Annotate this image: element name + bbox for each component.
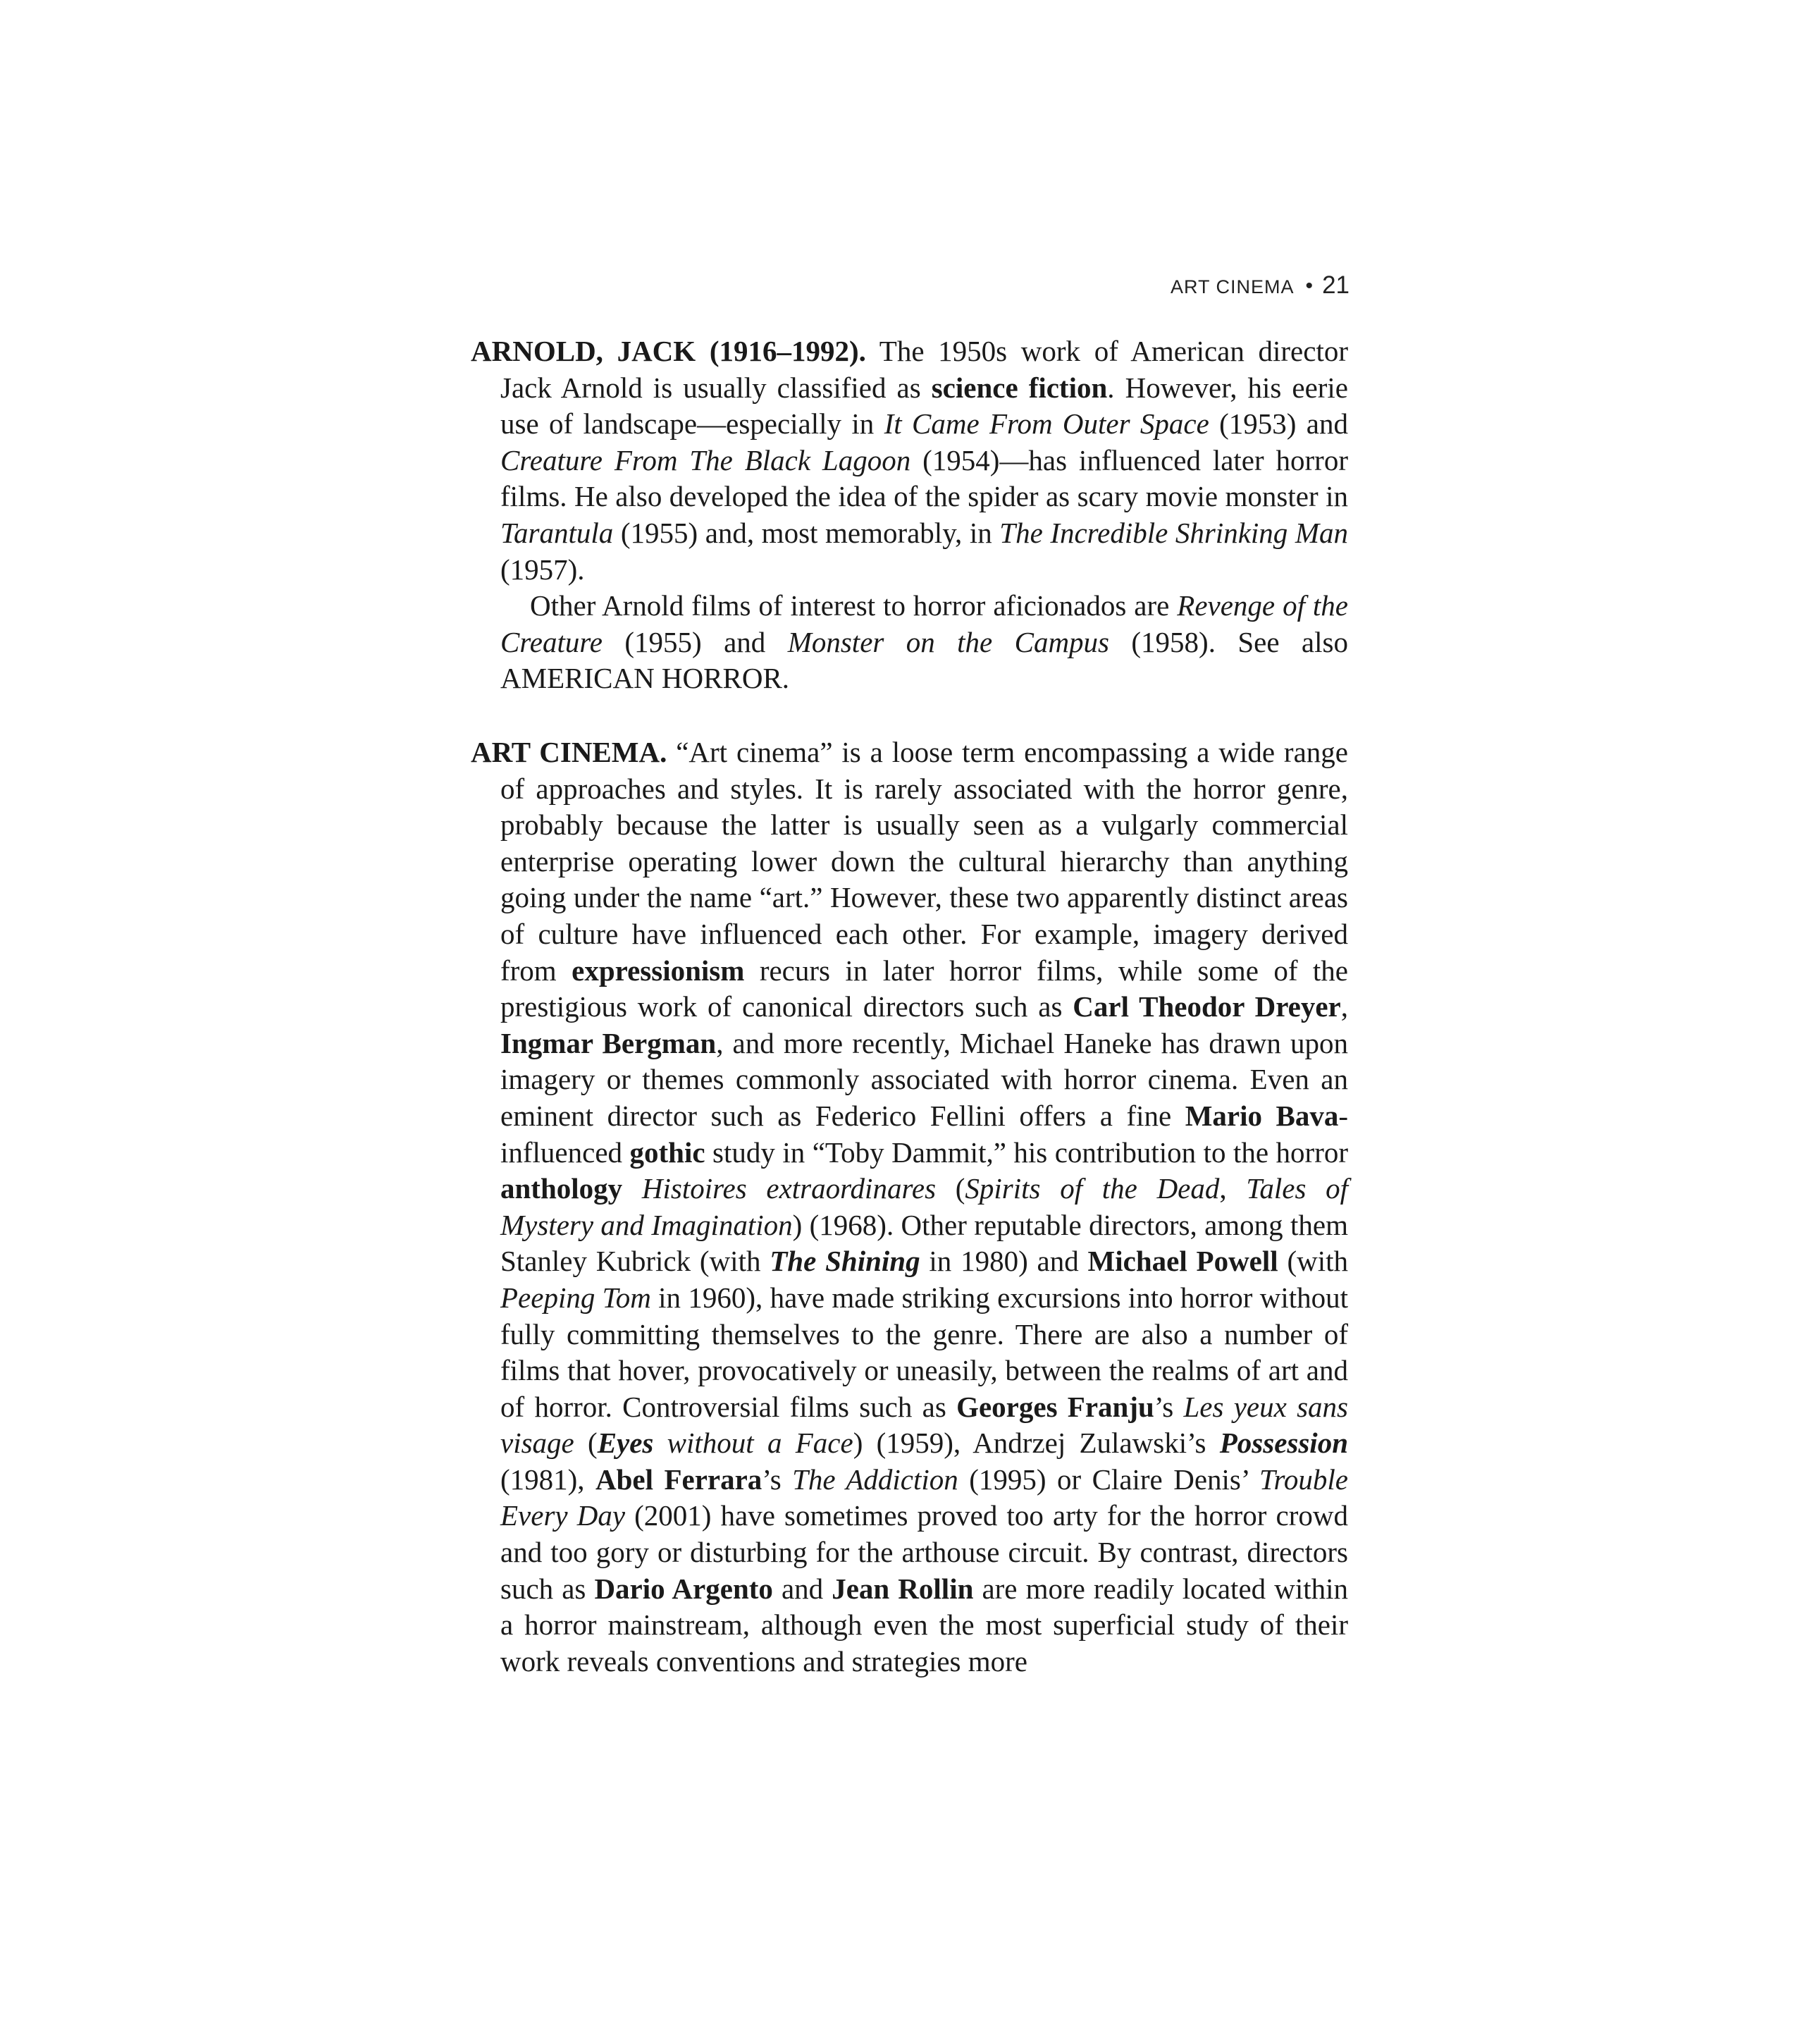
text-run: recurs in later horror films, while some of the prestigious work of canonical directors such as [500,954,1349,1023]
text-run: ( [574,1427,598,1460]
text-run: ( [936,1172,965,1205]
emphasized-term: Trouble Every Day [500,1463,1349,1532]
text-run: “Art cinema” is a loose term encompassing a wide range of approaches and styles. It is rarely associated with the horror genre, probably because the latter is usually seen as a vulgarly commercial enterprise operating lower down the cultural hierarchy than anything going under the name “art.” However, these two apparently distinct areas of culture have influenced each other. For example, imagery derived from [500,736,1348,987]
emphasized-term: science fiction [931,371,1108,404]
emphasized-term: expressionism [572,954,745,987]
text-run: (1957). [500,553,585,586]
bullet-icon: • [1305,274,1314,297]
text-run: . However, his eerie use of landscape—especially in [500,371,1349,441]
emphasized-term: Jean Rollin [832,1572,974,1605]
emphasized-term: Possession [1219,1427,1348,1460]
text-run: study in “Toby Dammit,” his contribution to the horror [705,1135,1349,1169]
entry-headword: ARNOLD, JACK (1916–1992). [471,335,866,367]
emphasized-term: Georges Franju [956,1390,1154,1423]
emphasized-term: Eyes [597,1427,654,1460]
entry-paragraph [471,588,1348,697]
text-run: , [1340,990,1348,1023]
entry-paragraph [471,734,1348,1680]
emphasized-term: Spirits of the Dead [965,1172,1220,1205]
entry-headword: ART CINEMA. [471,736,667,768]
emphasized-term: Abel Ferrara [595,1463,762,1496]
emphasized-term: Tales of Mystery and Imagination [500,1172,1349,1241]
emphasized-term: Michael Powell [1087,1245,1278,1278]
text-run: ) (1959), Andrzej Zulawski’s [853,1427,1220,1460]
emphasized-term: Histoires extraordinares [641,1172,937,1205]
emphasized-term: Carl Theodor Dreyer [1073,990,1341,1023]
emphasized-term: The Shining [770,1245,920,1278]
text-run [622,1172,642,1205]
text-run: (1955) and, most memorably, in [613,516,1000,549]
running-head [987,271,1350,300]
text-run: Other Arnold films of interest to horror aficionados are [530,589,1178,622]
text-run: , and more recently, Michael Haneke has drawn upon imagery or themes commonly associated with horror cinema. Even an eminent director such as Federico Fellini offers a fine [500,1026,1349,1132]
text-run: -influenced [500,1099,1348,1169]
emphasized-term: without a Face [653,1427,853,1460]
text-run: (1995) or Claire Denis’ [958,1463,1259,1496]
text-run: (1958). See also AMERICAN HORROR. [500,625,1348,695]
emphasized-term: Peeping Tom [500,1281,651,1314]
entry-arnold-jack [471,333,1348,697]
emphasized-term: anthology [500,1172,623,1205]
emphasized-term: The Incredible Shrinking Man [999,516,1348,549]
emphasized-term: Dario Argento [594,1572,773,1605]
text-run: ’s [1154,1390,1184,1423]
text-run: (2001) have sometimes proved too arty for the horror crowd and too gory or disturbing for the arthouse circuit. By contrast, directors such as [500,1499,1348,1605]
text-run: are more readily located within a horror mainstream, although even the most superficial study of their work reveals conventions and strategies more [500,1572,1348,1677]
text-run: The 1950s work of American director Jack Arnold is usually classified as [500,335,1349,404]
text-run: (1954)—has influenced later horror films. He also developed the idea of the spider as scary movie monster in [500,443,1348,513]
text-run: (1953) and [1209,407,1348,441]
text-run: , [1219,1172,1247,1205]
text-run: (1981), [500,1463,596,1496]
emphasized-term: Creature From The Black Lagoon [500,443,911,476]
emphasized-term: Revenge of the Creature [500,589,1348,658]
entry-paragraph [471,333,1348,588]
text-run: (with [1278,1245,1348,1278]
page-number: 21 [1322,271,1350,299]
entry-body-text [500,335,1348,586]
text-run: and [772,1572,832,1605]
emphasized-term: It Came From Outer Space [884,407,1209,441]
text-run: ’s [762,1463,793,1496]
emphasized-term: Ingmar Bergman [500,1026,717,1059]
text-run: ) (1968). Other reputable directors, among them Stanley Kubrick (with [500,1208,1348,1278]
emphasized-term: Mario Bava [1185,1099,1339,1132]
entry-art-cinema [471,734,1348,1680]
text-run: in 1980) and [920,1245,1088,1278]
emphasized-term: Tarantula [500,516,614,549]
emphasized-term: Monster on the Campus [787,625,1110,658]
text-run: (1955) and [603,625,788,658]
text-run: in 1960), have made striking excursions into horror without fully committing themselves to the genre. There are also a number of films that hover, provocatively or uneasily, between the realms of art and of horror. Controversial films such as [500,1281,1348,1423]
entry-body-text [500,589,1348,694]
entry-body-text [500,736,1348,1677]
emphasized-term: Les yeux sans visage [500,1390,1348,1460]
emphasized-term: gothic [629,1135,705,1169]
running-head-title: ART CINEMA [1171,276,1295,297]
emphasized-term: The Addiction [792,1463,958,1496]
